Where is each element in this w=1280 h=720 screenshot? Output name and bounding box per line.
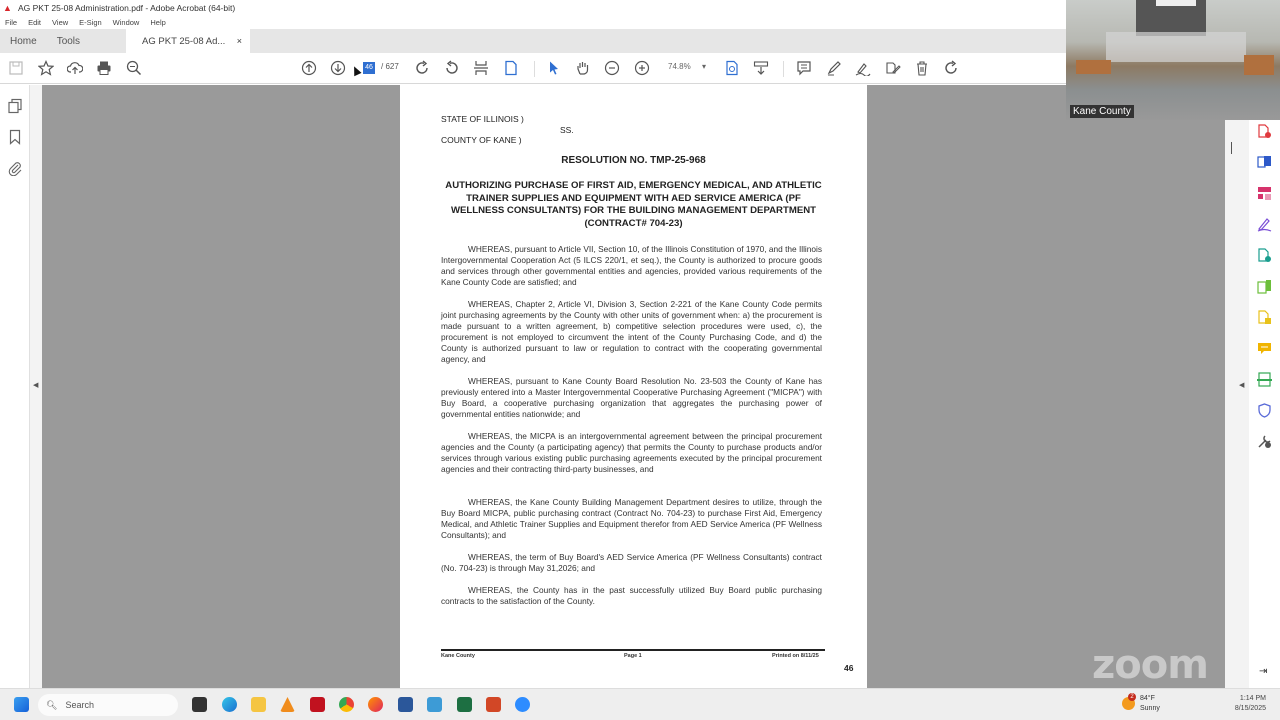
- toolbar-divider: [783, 61, 784, 77]
- left-panel-collapse[interactable]: [30, 85, 42, 688]
- video-desk-right: [1244, 55, 1274, 75]
- prev-page-icon[interactable]: [300, 59, 318, 77]
- whereas-paragraph-2: WHEREAS, Chapter 2, Article VI, Division 3, Section 2-221 of the Kane County Code permits joint purchasing agreements by the County with other units of government when: a) the procurement is made pursuant to a written agreement, b) competitive selection procedures were used, c), the procurement is not employed to circumvent the intent of the County Purchasing Code, and d) the County is authorized pursuant to law or regulation to contract with the cooperating governmental agency, and: [441, 299, 822, 364]
- window-title: AG PKT 25-08 Administration.pdf - Adobe Acrobat (64-bit): [18, 2, 236, 13]
- acrobat-logo-icon: ▲: [3, 2, 12, 13]
- zoom-level-value: 74.8%: [668, 62, 691, 71]
- chevron-down-icon: ▾: [701, 62, 706, 71]
- tab-document[interactable]: [126, 29, 250, 53]
- state-line: STATE OF ILLINOIS ): [441, 114, 524, 124]
- left-navigation-rail: [0, 85, 30, 688]
- current-page-input[interactable]: 46: [363, 62, 375, 74]
- acrobat-icon[interactable]: [310, 697, 325, 712]
- combine-files-icon[interactable]: [1257, 310, 1272, 325]
- menu-help[interactable]: Help: [150, 17, 166, 27]
- edit-pdf-icon[interactable]: [884, 59, 902, 77]
- save-icon[interactable]: [7, 59, 25, 77]
- footer-left: Kane County: [441, 653, 475, 659]
- ss-marker: SS.: [560, 125, 574, 135]
- tab-tools[interactable]: Tools: [56, 35, 81, 47]
- whereas-paragraph-7: WHEREAS, the County has in the past successfully utilized Buy Board public purchasing contracts to the satisfaction of the County.: [441, 585, 822, 606]
- protect-icon[interactable]: [1257, 403, 1272, 418]
- task-view-icon[interactable]: [192, 697, 207, 712]
- zoom-in-icon[interactable]: [633, 59, 651, 77]
- footer-rule: [441, 649, 825, 651]
- tab-document-label: AG PKT 25-08 Ad...: [142, 35, 226, 47]
- search-icon: 🔍︎: [46, 699, 58, 710]
- expand-panel-icon[interactable]: ⇥: [1259, 666, 1268, 677]
- organize-pages-icon[interactable]: [1257, 186, 1272, 201]
- whereas-paragraph-4: WHEREAS, the MICPA is an intergovernmental agreement between the principal procurement agencies and the County (a participating agency) that permits the County to purchase products and/or services through various existing public purchasing agreements executed by the principal procurement agencies and their contracting third-party businesses, and: [441, 431, 822, 474]
- zoom-watermark: zoom: [1092, 642, 1208, 688]
- notepad-icon[interactable]: [427, 697, 442, 712]
- delete-icon[interactable]: [913, 59, 931, 77]
- scan-ocr-icon[interactable]: [723, 59, 741, 77]
- zoom-out-icon[interactable]: [603, 59, 621, 77]
- close-tab-icon[interactable]: ×: [236, 36, 243, 46]
- county-line: COUNTY OF KANE ): [441, 135, 522, 145]
- tab-home[interactable]: Home: [10, 35, 37, 47]
- whereas-paragraph-5: WHEREAS, the Kane County Building Management Department desires to utilize, through the Buy Board MICPA, public purchasing contract (Contract No. 704-23) to purchase First Aid, Emergency Medical, and Athletic Trainer Supplies and Equipment therefor from AED Service America (PF Wellness Consultants); and: [441, 497, 822, 540]
- search-placeholder: Search: [65, 700, 94, 710]
- print-icon[interactable]: [95, 59, 113, 77]
- rotate-cw-icon[interactable]: [413, 59, 431, 77]
- pdf-page: [400, 85, 867, 688]
- notification-badge: 2: [1128, 693, 1136, 701]
- bookmark-icon[interactable]: [7, 129, 23, 145]
- weather-temp: 84°F: [1140, 695, 1155, 702]
- select-pointer-icon[interactable]: [545, 59, 563, 77]
- refresh-icon[interactable]: [942, 59, 960, 77]
- footer-center: Page 1: [624, 653, 642, 659]
- edge-icon[interactable]: [222, 697, 237, 712]
- star-icon[interactable]: [37, 59, 55, 77]
- video-projector-screen: [1156, 0, 1196, 6]
- toolbar-divider: [534, 61, 535, 77]
- windows-taskbar: [0, 688, 1280, 720]
- zoom-app-icon[interactable]: [515, 697, 530, 712]
- menu-esign[interactable]: E-Sign: [79, 17, 102, 27]
- powerpoint-icon[interactable]: [486, 697, 501, 712]
- whereas-paragraph-3: WHEREAS, pursuant to Kane County Board Resolution No. 23-503 the County of Kane has previously entered into a Master Intergovernmental Cooperative Purchasing Agreement ("MICPA") with Buy Board, a cooperative purchasing organization that aggregates the purchasing power of governmental entities nationwide; and: [441, 376, 822, 419]
- comment-icon[interactable]: [795, 59, 813, 77]
- menu-window[interactable]: Window: [112, 17, 140, 27]
- collapse-left-icon[interactable]: ◀: [33, 382, 39, 389]
- participant-name-label: Kane County: [1070, 105, 1134, 118]
- fill-sign-icon[interactable]: [1257, 217, 1272, 232]
- comment-tool-icon[interactable]: [1257, 341, 1272, 356]
- read-mode-icon[interactable]: [752, 59, 770, 77]
- main-toolbar: [0, 53, 1066, 84]
- create-pdf-icon[interactable]: [1257, 124, 1272, 139]
- export-pdf-icon[interactable]: [1257, 155, 1272, 170]
- cloud-upload-icon[interactable]: [66, 59, 84, 77]
- page-number: 46: [844, 663, 854, 673]
- right-panel-collapse[interactable]: [1225, 120, 1249, 688]
- scan-icon[interactable]: [1257, 372, 1272, 387]
- system-clock[interactable]: [1222, 694, 1266, 714]
- fit-page-icon[interactable]: [472, 59, 490, 77]
- weather-desc: Sunny: [1140, 705, 1160, 712]
- vlc-icon[interactable]: [280, 697, 295, 712]
- sign-icon[interactable]: [854, 59, 872, 77]
- resolution-number: RESOLUTION NO. TMP-25-968: [561, 155, 706, 166]
- menu-edit[interactable]: Edit: [28, 17, 42, 27]
- chrome-icon[interactable]: [339, 697, 354, 712]
- single-page-icon[interactable]: [502, 59, 520, 77]
- more-tools-icon[interactable]: [1257, 434, 1272, 449]
- footer-right: Printed on 8/11/25: [772, 653, 819, 659]
- page-thumbnails-icon[interactable]: [7, 98, 23, 114]
- taskbar-search[interactable]: [38, 694, 178, 716]
- page-total: / 627: [381, 62, 399, 71]
- whereas-paragraph-1: WHEREAS, pursuant to Article VII, Section 10, of the Illinois Constitution of 1970, and the Illinois Intergovernmental Cooperation Act (5 ILCS 220/1, et seq.), the County is authorized to procure goods and services through other governmental entities and agencies, provided various requirements of the Kane County Code are satisfied; and: [441, 244, 822, 287]
- clock-date: 8/15/2025: [1234, 705, 1266, 712]
- hand-tool-icon[interactable]: [574, 59, 592, 77]
- edit-pdf-tool-icon[interactable]: [1257, 279, 1272, 294]
- clock-time: 1:14 PM: [1239, 695, 1266, 702]
- attachment-icon[interactable]: [7, 160, 23, 176]
- rotate-ccw-icon[interactable]: [443, 59, 461, 77]
- firefox-icon[interactable]: [368, 697, 383, 712]
- zoom-level-dropdown[interactable]: [664, 62, 710, 75]
- highlight-pen-icon[interactable]: [825, 59, 843, 77]
- menu-view[interactable]: View: [52, 17, 69, 27]
- zoom-video-feed[interactable]: [1066, 0, 1280, 120]
- video-desk-left: [1076, 60, 1111, 74]
- resolution-title: AUTHORIZING PURCHASE OF FIRST AID, EMERGENCY MEDICAL, AND ATHLETIC TRAINER SUPPLIES AND EQUIPMENT WITH AED SERVICE AMERICA (PF WELLNESS CONSULTANTS) FOR THE BUILDING MANAGEMENT DEPARTMENT (CONTRACT# 704-23): [445, 180, 822, 230]
- whereas-paragraph-6: WHEREAS, the term of Buy Board's AED Service America (PF Wellness Consultants) contract (No. 704-23) is through May 31,2026; and: [441, 552, 822, 573]
- video-tables: [1106, 32, 1246, 62]
- compress-pdf-icon[interactable]: [1257, 248, 1272, 263]
- tools-rail: [1249, 120, 1280, 688]
- document-canvas[interactable]: [42, 85, 1225, 688]
- weather-widget[interactable]: [1122, 694, 1172, 714]
- excel-icon[interactable]: [457, 697, 472, 712]
- zoom-search-icon[interactable]: [125, 59, 143, 77]
- file-explorer-icon[interactable]: [251, 697, 266, 712]
- menu-file[interactable]: File: [5, 17, 18, 27]
- word-icon[interactable]: [398, 697, 413, 712]
- tab-bar: [0, 29, 1066, 53]
- start-icon[interactable]: [14, 697, 29, 712]
- collapse-right-icon[interactable]: ◀: [1239, 382, 1245, 389]
- next-page-icon[interactable]: [329, 59, 347, 77]
- scrollbar-thumb[interactable]: [1231, 142, 1232, 154]
